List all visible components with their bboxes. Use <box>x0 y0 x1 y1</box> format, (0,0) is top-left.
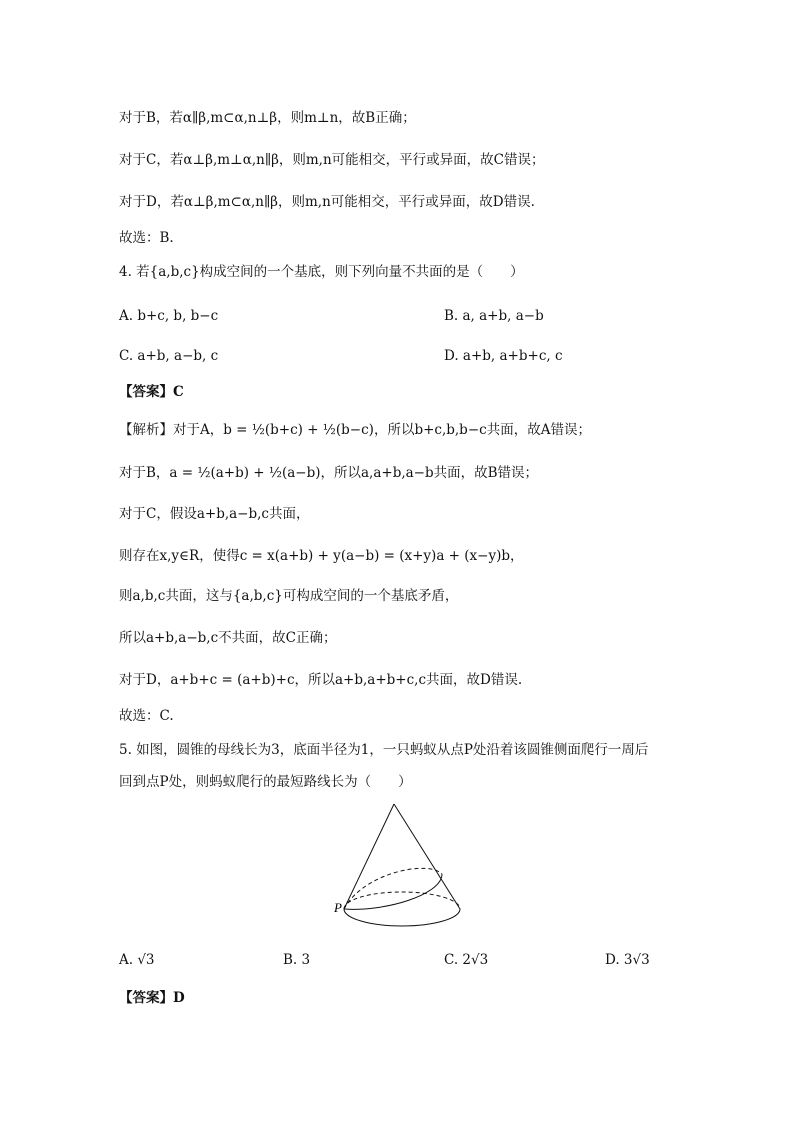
text-line-option-d-analysis: 对于D，若α⊥β,m⊂α,n∥β，则m,n可能相交，平行或异面，故D错误. <box>119 194 535 210</box>
ant-path-back <box>344 868 442 909</box>
question-5-option-a: A. √3 <box>119 952 155 968</box>
text-line-option-b-analysis: 对于B，若α∥β,m⊂α,n⊥β，则m⊥n，故B正确； <box>119 110 416 126</box>
question-5-option-b: B. 3 <box>283 952 311 968</box>
point-p-label: P <box>334 900 342 915</box>
question-5-stem-line-1: 5. 如图，圆锥的母线长为3，底面半径为1，一只蚂蚁从点P处沿着该圆锥侧面爬行一周后 <box>119 742 649 758</box>
question-5-option-d: D. 3√3 <box>605 952 650 968</box>
explanation-4-line-4: 则存在x,y∈R，使得c = x(a+b) + y(a−b) = (x+y)a + (x−y)b， <box>119 548 524 564</box>
question-5-stem-line-2: 回到点P处，则蚂蚁爬行的最短路线长为（ ） <box>119 774 412 790</box>
question-5-option-c: C. 2√3 <box>444 952 489 968</box>
question-4-option-c: C. a+b, a−b, c <box>119 348 219 364</box>
explanation-4-line-5: 则a,b,c共面，这与{a,b,c}可构成空间的一个基底矛盾， <box>119 588 459 604</box>
answer-5: 【答案】D <box>119 990 185 1006</box>
explanation-4-line-1: 【解析】对于A，b = ½(b+c) + ½(b−c)，所以b+c,b,b−c共面，故A错误； <box>119 422 591 438</box>
explanation-4-line-8: 故选：C. <box>119 708 174 724</box>
explanation-4-line-6: 所以a+b,a−b,c不共面，故C正确； <box>119 630 337 646</box>
question-4-stem: 4. 若{a,b,c}构成空间的一个基底，则下列向量不共面的是（ ） <box>119 264 524 280</box>
question-4-option-d: D. a+b, a+b+c, c <box>444 348 563 364</box>
text-line-choice-q3: 故选：B. <box>119 230 174 246</box>
cone-base-front <box>344 909 460 926</box>
cone-left-generatrix <box>344 804 394 909</box>
explanation-4-line-3: 对于C，假设a+b,a−b,c共面， <box>119 506 310 522</box>
explanation-4-line-7: 对于D，a+b+c = (a+b)+c，所以a+b,a+b+c,c共面，故D错误. <box>119 672 523 688</box>
explanation-4-line-2: 对于B，a = ½(a+b) + ½(a−b)，所以a,a+b,a−b共面，故B错误； <box>119 465 539 481</box>
answer-4: 【答案】C <box>119 384 184 400</box>
question-4-option-a: A. b+c, b, b−c <box>119 308 219 324</box>
text-line-option-c-analysis: 对于C，若α⊥β,m⊥α,n∥β，则m,n可能相交，平行或异面，故C错误； <box>119 152 545 168</box>
cone-base-back <box>344 892 460 909</box>
question-4-option-b: B. a, a+b, a−b <box>444 308 544 324</box>
cone-figure <box>334 800 464 930</box>
cone-right-generatrix <box>394 804 460 909</box>
